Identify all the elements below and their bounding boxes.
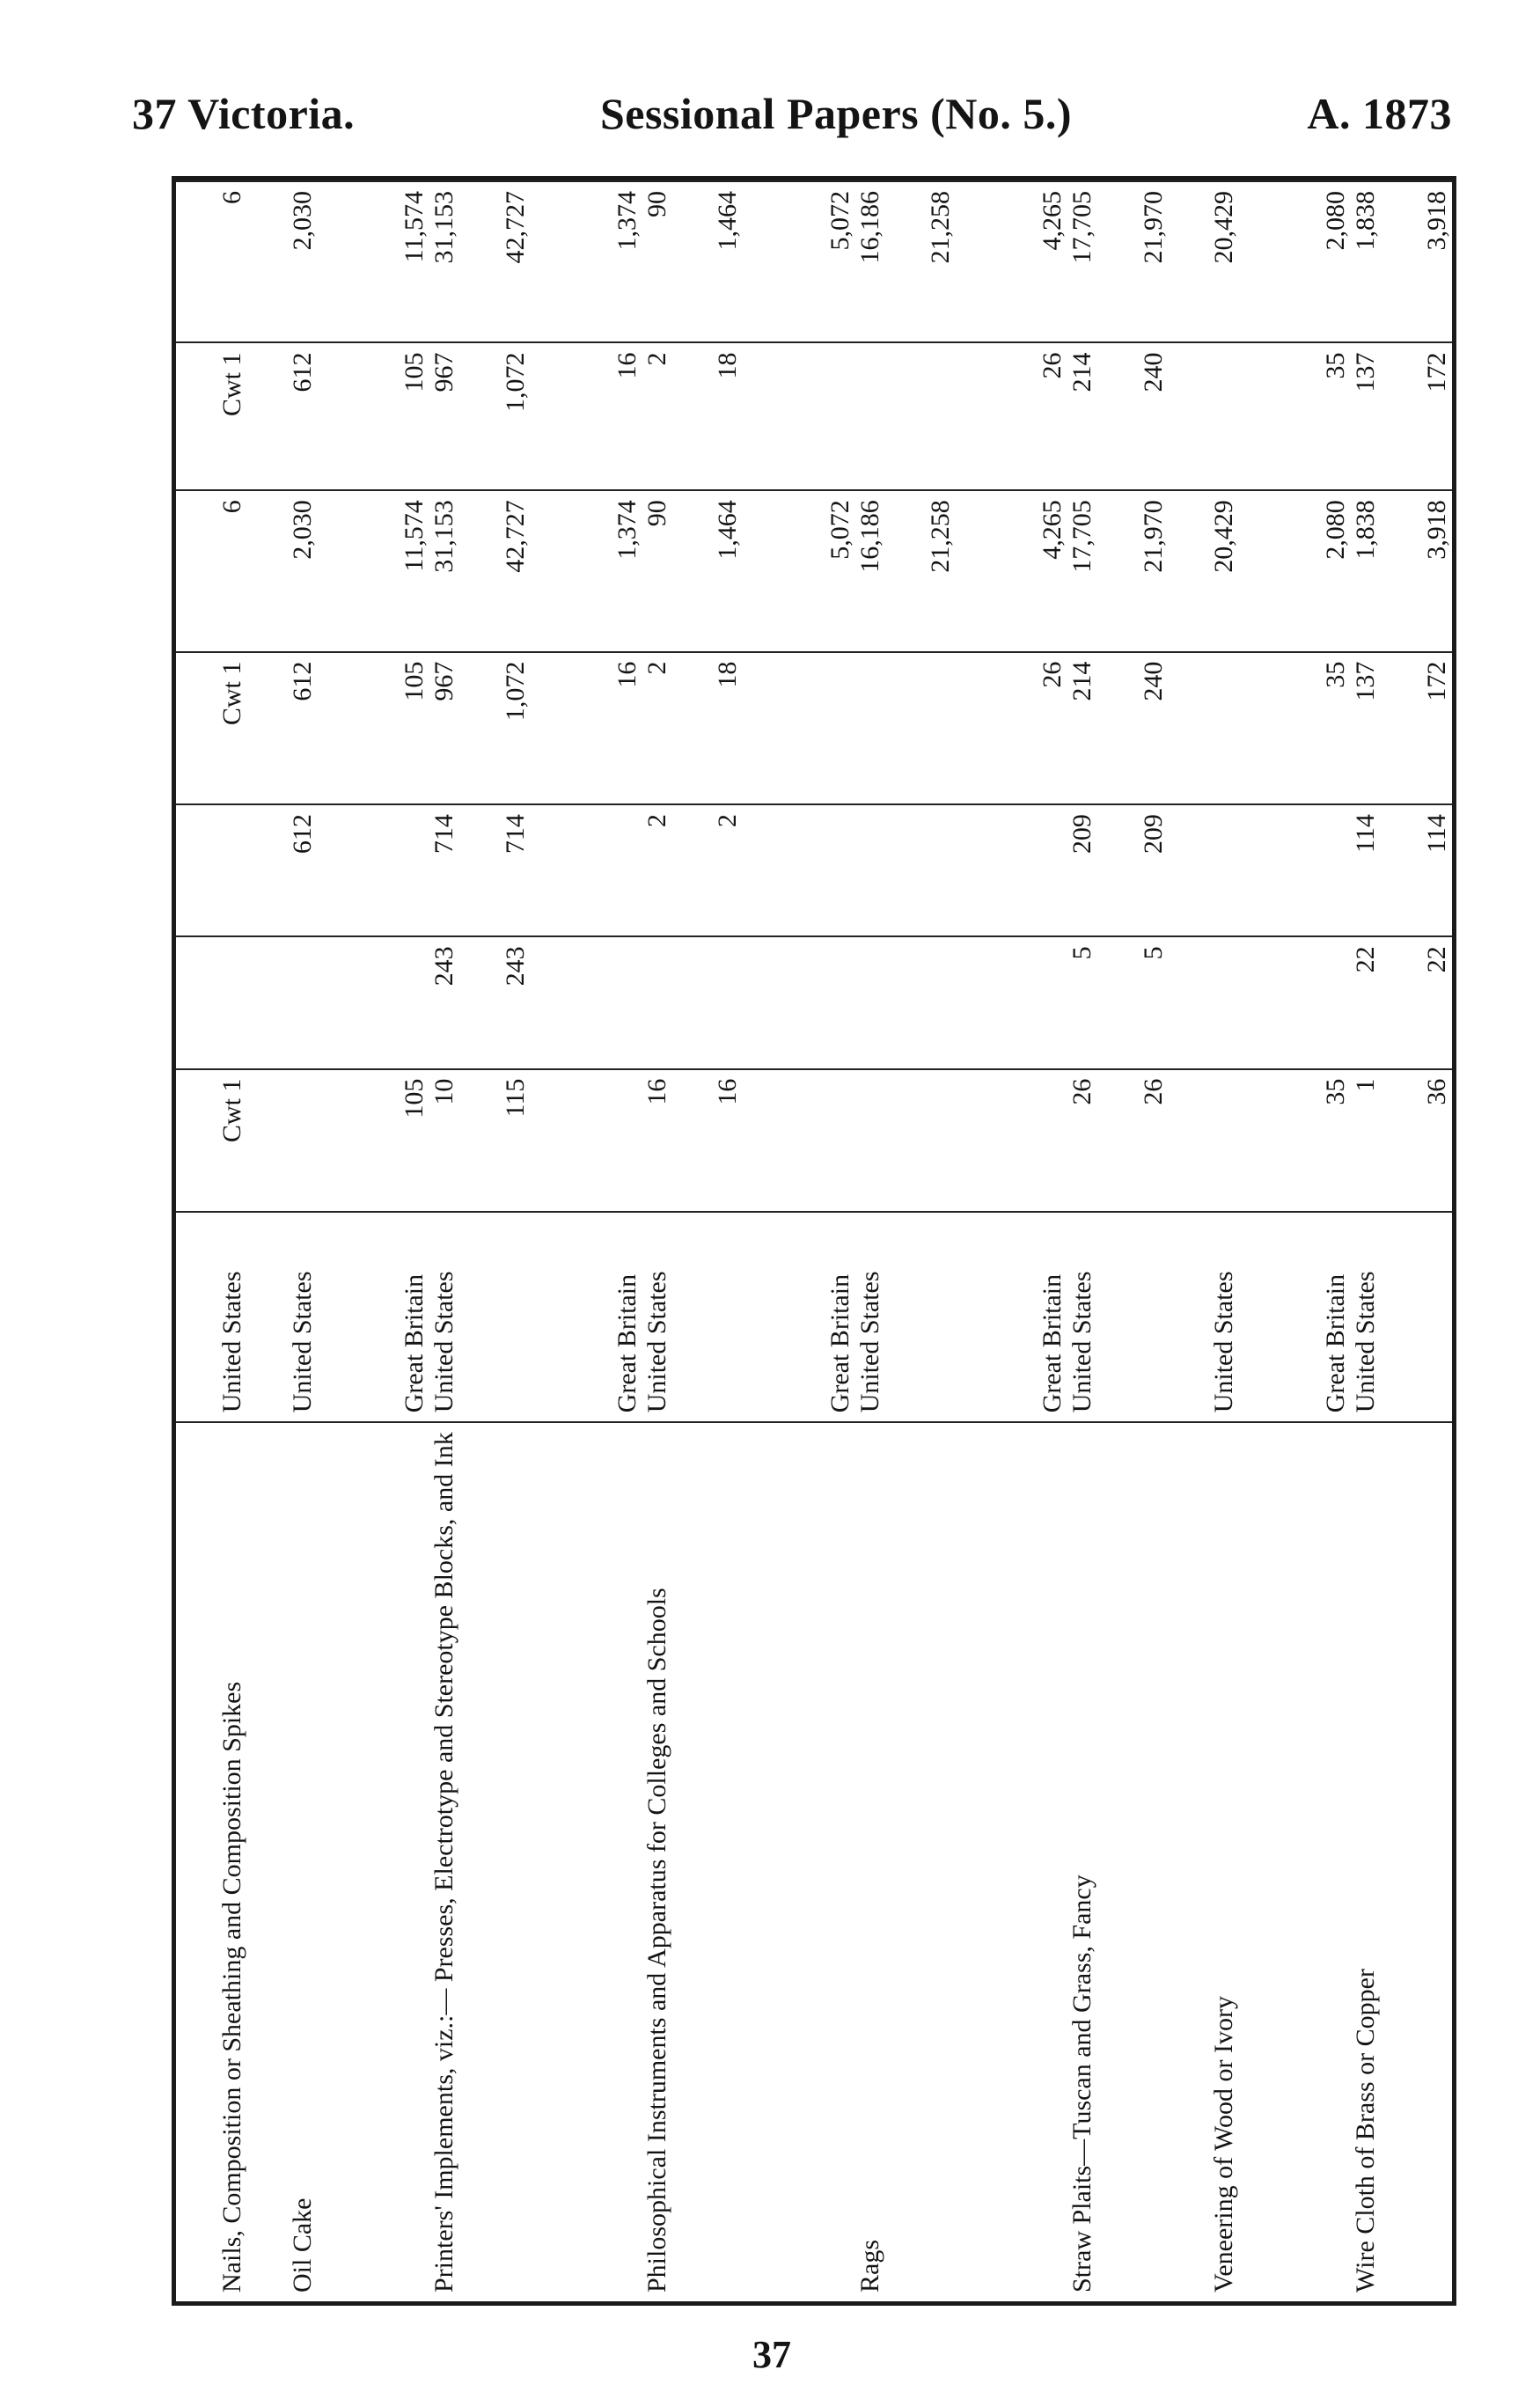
table-cell-article: [318, 1422, 459, 2301]
cell-text: Printers' Implements, viz.:— Presses, Electrotype and Stereotype Blocks, and Ink: [429, 1432, 459, 2293]
table-cell-c5: [176, 490, 247, 651]
table-cell-c5: [672, 490, 744, 651]
table-row: [176, 181, 247, 2301]
cell-line: United States: [216, 1271, 246, 1413]
table-cell-c6: [176, 342, 247, 490]
cell-line: 5: [1067, 946, 1097, 960]
table-cell-article: [459, 1422, 531, 2301]
cell-line: 105: [400, 1078, 429, 1119]
cell-line: 17,705: [1067, 500, 1097, 573]
table-cell-countries: [1381, 1212, 1452, 1423]
cell-line: Great Britain: [825, 1273, 854, 1413]
table-cell-c7: [176, 181, 247, 342]
cell-line: 967: [429, 352, 459, 392]
table-cell-c5: [1381, 490, 1452, 651]
table-cell-c5: [318, 490, 459, 651]
table-cell-c3: [459, 804, 531, 936]
cell-text: Philosophical Instruments and Apparatus for Colleges and Schools: [642, 1588, 671, 2293]
table-cell-c2: [531, 936, 672, 1068]
table-cell-c5: [956, 490, 1097, 651]
cell-line: 21,258: [926, 500, 956, 573]
table-cell-article: [531, 1422, 672, 2301]
table-cell-c6: [318, 342, 459, 490]
cell-line: United States: [1351, 1271, 1381, 1413]
table-cell-c7: [743, 181, 884, 342]
table-cell-c7: [885, 181, 957, 342]
table-cell-c4: [318, 652, 459, 804]
statistics-table: [176, 180, 1452, 2301]
cell-line: 2: [713, 814, 743, 828]
table-cell-c7: [1097, 181, 1169, 342]
table-row: [531, 181, 672, 2301]
rotated-table: [172, 176, 1456, 2306]
cell-line: 172: [1422, 352, 1451, 392]
table-cell-c4: [956, 652, 1097, 804]
table-cell-countries: [1239, 1212, 1381, 1423]
cell-line: Great Britain: [400, 1273, 429, 1413]
cell-line: 137: [1351, 661, 1381, 701]
table-cell-c3: [318, 804, 459, 936]
cell-line: 1,374: [612, 500, 642, 560]
table-row: [885, 181, 957, 2301]
table-cell-article: [1169, 1422, 1240, 2301]
table-cell-c1: [1381, 1069, 1452, 1212]
table-cell-c2: [318, 936, 459, 1068]
cell-line: 90: [642, 500, 671, 527]
cell-line: 2,080: [1321, 191, 1351, 251]
table-row: [1239, 181, 1381, 2301]
table-cell-article: [1381, 1422, 1452, 2301]
table-cell-c7: [531, 181, 672, 342]
table-cell-c4: [1239, 652, 1381, 804]
cell-line: Cwt 1: [216, 352, 246, 416]
table-cell-c2: [1381, 936, 1452, 1068]
cell-line: 243: [500, 946, 530, 987]
table-row: [459, 181, 531, 2301]
cell-line: United States: [1067, 1271, 1097, 1413]
cell-line: 240: [1138, 661, 1168, 701]
table-cell-c1: [1239, 1069, 1381, 1212]
cell-text: Rags: [854, 2240, 884, 2293]
cell-line: 16: [642, 1078, 671, 1105]
table-cell-c2: [1097, 936, 1169, 1068]
cell-line: 1,072: [500, 661, 530, 722]
cell-line: 214: [1067, 661, 1097, 701]
cell-line: 6: [216, 500, 246, 514]
table-cell-c3: [1381, 804, 1452, 936]
table-cell-c3: [1169, 804, 1240, 936]
table-cell-countries: [956, 1212, 1097, 1423]
cell-line: 1,464: [713, 191, 743, 251]
cell-line: 114: [1422, 814, 1451, 853]
table-cell-c7: [1381, 181, 1452, 342]
cell-line: Great Britain: [612, 1273, 642, 1413]
cell-line: 4,265: [1038, 500, 1067, 560]
table-cell-c2: [672, 936, 744, 1068]
cell-line: 209: [1067, 814, 1097, 855]
cell-line: 6: [216, 191, 246, 204]
cell-line: United States: [429, 1271, 459, 1413]
cell-line: 612: [288, 661, 318, 701]
table-cell-countries: [1097, 1212, 1169, 1423]
cell-line: 2,030: [288, 500, 318, 560]
cell-line: 243: [429, 946, 459, 987]
table-cell-c6: [743, 342, 884, 490]
cell-line: United States: [1209, 1271, 1239, 1413]
cell-text: Nails, Composition or Sheathing and Composition Spikes: [216, 1681, 246, 2293]
table-cell-c7: [1239, 181, 1381, 342]
table-cell-c1: [672, 1069, 744, 1212]
cell-line: 3,918: [1422, 500, 1451, 560]
table-cell-c1: [1169, 1069, 1240, 1212]
cell-line: 714: [429, 814, 459, 855]
cell-line: 137: [1351, 352, 1381, 392]
cell-line: Cwt 1: [216, 1078, 246, 1143]
table-cell-c5: [1239, 490, 1381, 651]
cell-line: 42,727: [500, 191, 530, 264]
table-cell-article: [956, 1422, 1097, 2301]
table-cell-c3: [247, 804, 319, 936]
header-center: Sessional Papers (No. 5.): [599, 89, 1073, 138]
table-cell-countries: [176, 1212, 247, 1423]
table-cell-countries: [531, 1212, 672, 1423]
table-cell-c5: [1169, 490, 1240, 651]
cell-line: 114: [1351, 814, 1381, 853]
table-cell-c1: [531, 1069, 672, 1212]
table-row: [672, 181, 744, 2301]
cell-line: 16,186: [854, 500, 884, 573]
cell-line: 16,186: [854, 191, 884, 264]
cell-line: 42,727: [500, 500, 530, 573]
table-cell-c2: [459, 936, 531, 1068]
table-cell-c1: [743, 1069, 884, 1212]
cell-line: 26: [1038, 661, 1067, 688]
table-cell-c4: [176, 652, 247, 804]
cell-line: 22: [1351, 946, 1381, 973]
cell-line: 18: [713, 661, 743, 688]
cell-line: 26: [1038, 352, 1067, 379]
cell-line: 714: [500, 814, 530, 855]
table-cell-c2: [1169, 936, 1240, 1068]
cell-line: 5: [1138, 946, 1168, 960]
cell-line: 16: [612, 661, 642, 688]
table-cell-c1: [318, 1069, 459, 1212]
table-cell-c1: [176, 1069, 247, 1212]
table-cell-c3: [176, 804, 247, 936]
cell-line: 11,574: [400, 500, 429, 572]
cell-line: 11,574: [400, 191, 429, 263]
cell-line: 2: [642, 352, 671, 366]
cell-line: United States: [642, 1271, 671, 1413]
table-cell-article: [176, 1422, 247, 2301]
table-cell-c5: [531, 490, 672, 651]
table-cell-c7: [956, 181, 1097, 342]
table-row: [1169, 181, 1240, 2301]
cell-line: 1,838: [1351, 500, 1381, 560]
table-cell-article: [1239, 1422, 1381, 2301]
table-row: [318, 181, 459, 2301]
cell-line: 4,265: [1038, 191, 1067, 251]
cell-text: Wire Cloth of Brass or Copper: [1351, 1969, 1381, 2293]
table-cell-article: [1097, 1422, 1169, 2301]
cell-line: 16: [612, 352, 642, 379]
table-cell-c7: [459, 181, 531, 342]
table-cell-c3: [531, 804, 672, 936]
table-cell-c6: [247, 342, 319, 490]
table-cell-c7: [1169, 181, 1240, 342]
cell-text: Veneering of Wood or Ivory: [1209, 1996, 1239, 2293]
table-cell-c6: [1381, 342, 1452, 490]
cell-line: 1,072: [500, 352, 530, 412]
cell-line: 172: [1422, 661, 1451, 701]
table-cell-c3: [1239, 804, 1381, 936]
header-left: 37 Victoria.: [132, 89, 356, 138]
table-cell-c6: [531, 342, 672, 490]
table-row: [956, 181, 1097, 2301]
cell-line: 26: [1138, 1078, 1168, 1105]
table-cell-c5: [459, 490, 531, 651]
table-cell-c5: [743, 490, 884, 651]
cell-line: 240: [1138, 352, 1168, 392]
table-row: [1097, 181, 1169, 2301]
table-cell-c3: [1097, 804, 1169, 936]
table-cell-c2: [176, 936, 247, 1068]
cell-line: 17,705: [1067, 191, 1097, 264]
cell-line: United States: [854, 1271, 884, 1413]
table-cell-c4: [743, 652, 884, 804]
table-cell-c7: [672, 181, 744, 342]
table-cell-c4: [459, 652, 531, 804]
cell-line: 2,030: [288, 191, 318, 251]
table-cell-c4: [1169, 652, 1240, 804]
cell-line: 21,970: [1138, 191, 1168, 264]
table-row: [247, 181, 319, 2301]
cell-line: 35: [1321, 661, 1351, 688]
cell-line: 612: [288, 814, 318, 855]
cell-line: 18: [713, 352, 743, 379]
cell-line: Great Britain: [1321, 1273, 1351, 1413]
cell-line: 10: [429, 1078, 459, 1105]
cell-line: 105: [400, 661, 429, 701]
table-cell-c4: [885, 652, 957, 804]
cell-line: 21,970: [1138, 500, 1168, 573]
table-cell-c6: [459, 342, 531, 490]
cell-line: 22: [1422, 946, 1451, 973]
cell-line: 3,918: [1422, 191, 1451, 251]
table-cell-c4: [531, 652, 672, 804]
cell-line: 21,258: [926, 191, 956, 264]
table-cell-c6: [956, 342, 1097, 490]
cell-line: 1,464: [713, 500, 743, 560]
table-cell-c3: [885, 804, 957, 936]
table-cell-c5: [247, 490, 319, 651]
table-cell-c3: [956, 804, 1097, 936]
table-cell-c2: [247, 936, 319, 1068]
table-cell-article: [247, 1422, 319, 2301]
table-row: [743, 181, 884, 2301]
cell-line: 105: [400, 352, 429, 392]
table-cell-c4: [247, 652, 319, 804]
cell-line: 36: [1422, 1078, 1451, 1105]
cell-line: 16: [713, 1078, 743, 1105]
table-cell-c2: [956, 936, 1097, 1068]
table-cell-c1: [885, 1069, 957, 1212]
cell-line: 115: [500, 1078, 530, 1118]
table-cell-c1: [247, 1069, 319, 1212]
table-cell-c3: [672, 804, 744, 936]
table-cell-article: [743, 1422, 884, 2301]
table-cell-countries: [318, 1212, 459, 1423]
cell-text: Straw Plaits—Tuscan and Grass, Fancy: [1067, 1874, 1097, 2293]
cell-line: 1,838: [1351, 191, 1381, 251]
table-cell-c1: [459, 1069, 531, 1212]
table-cell-countries: [672, 1212, 744, 1423]
cell-line: 2,080: [1321, 500, 1351, 560]
cell-line: 967: [429, 661, 459, 701]
page-number: 37: [752, 2333, 791, 2376]
cell-line: 2: [642, 661, 671, 675]
table-cell-c1: [956, 1069, 1097, 1212]
cell-line: 31,153: [429, 500, 459, 573]
cell-line: 1,374: [612, 191, 642, 251]
cell-line: Great Britain: [1038, 1273, 1067, 1413]
table-cell-c4: [1381, 652, 1452, 804]
table-cell-c1: [1097, 1069, 1169, 1212]
cell-line: 26: [1067, 1078, 1097, 1105]
cell-line: United States: [288, 1271, 318, 1413]
table-cell-c2: [885, 936, 957, 1068]
table-cell-c7: [247, 181, 319, 342]
cell-line: 1: [1351, 1078, 1381, 1092]
table-cell-c4: [672, 652, 744, 804]
cell-line: 20,429: [1209, 191, 1239, 264]
table-cell-c6: [885, 342, 957, 490]
table-cell-article: [885, 1422, 957, 2301]
cell-line: 35: [1321, 352, 1351, 379]
table-cell-c4: [1097, 652, 1169, 804]
cell-line: 31,153: [429, 191, 459, 264]
table-cell-c6: [672, 342, 744, 490]
table-cell-c6: [1097, 342, 1169, 490]
header-right: A. 1873: [1307, 89, 1452, 138]
cell-line: 90: [642, 191, 671, 217]
table-cell-c5: [885, 490, 957, 651]
cell-line: 5,072: [825, 191, 854, 251]
table-cell-c5: [1097, 490, 1169, 651]
table-row: [1381, 181, 1452, 2301]
table-cell-countries: [247, 1212, 319, 1423]
table-cell-countries: [1169, 1212, 1240, 1423]
cell-line: 20,429: [1209, 500, 1239, 573]
cell-line: 5,072: [825, 500, 854, 560]
table-cell-c3: [743, 804, 884, 936]
table-cell-countries: [743, 1212, 884, 1423]
table-cell-c2: [1239, 936, 1381, 1068]
cell-line: 2: [642, 814, 671, 828]
cell-line: 612: [288, 352, 318, 392]
cell-line: 35: [1321, 1078, 1351, 1105]
table-cell-c2: [743, 936, 884, 1068]
table-cell-c7: [318, 181, 459, 342]
table-cell-c6: [1239, 342, 1381, 490]
cell-line: 214: [1067, 352, 1097, 392]
table-cell-countries: [459, 1212, 531, 1423]
cell-line: Cwt 1: [216, 661, 246, 726]
table-cell-countries: [885, 1212, 957, 1423]
table-cell-c6: [1169, 342, 1240, 490]
cell-line: 209: [1138, 814, 1168, 855]
table-cell-article: [672, 1422, 744, 2301]
cell-text: Oil Cake: [288, 2197, 318, 2293]
